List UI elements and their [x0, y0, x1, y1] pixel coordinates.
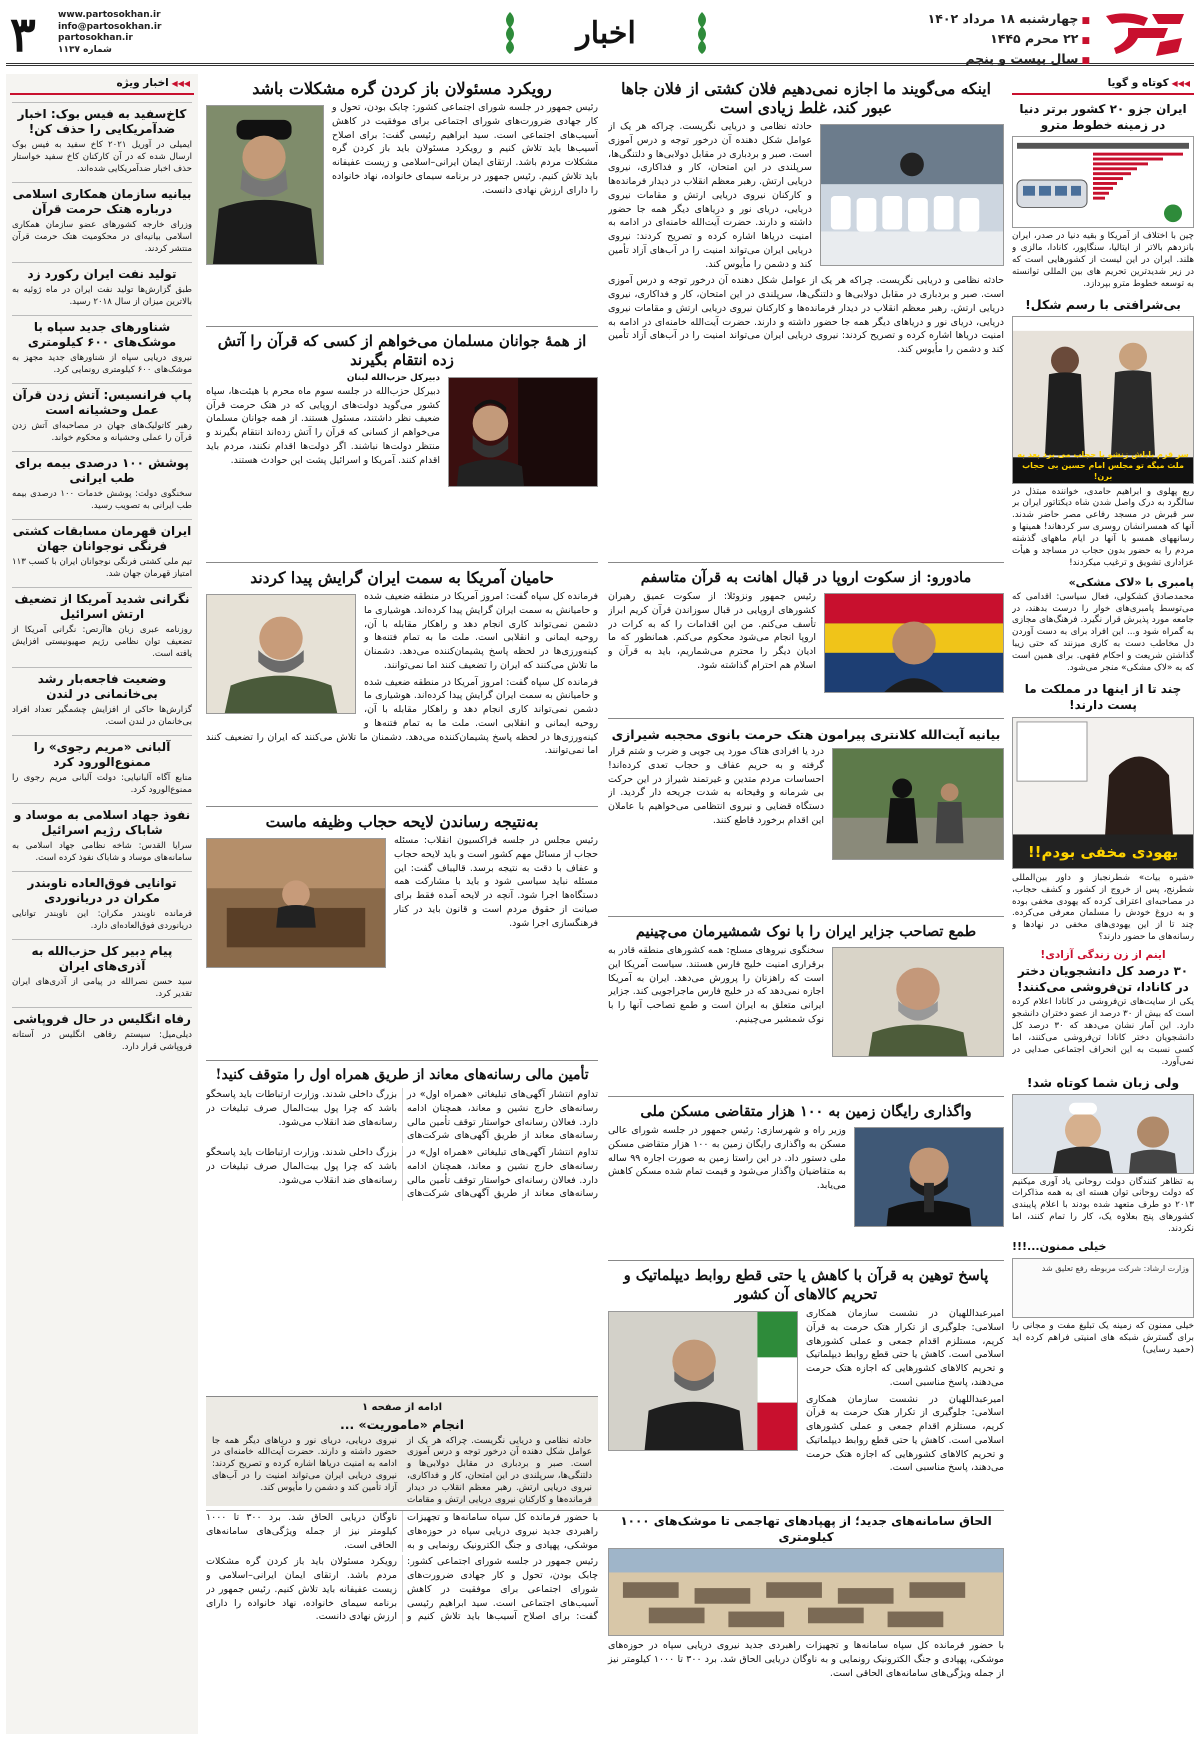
leader-body: حادثه نظامی و دریایی نگریست. چراکه هر یک از عوامل شکل دهنده آن درخور توجه و درس آموزی است. صبر و بردباری در مقابل دولابی‌ها و دلتنگی‌ها، سرپلندی در این امتحان، کار و فداکاری، نیروی دریایی ارتش. رهبر معظم انقلاب در دیدار فرمانده‌ها و کارکنان نیروی دریایی ارتش و مقامات نیروی دریایی، دریای نور و دریاهای دیگر همه جا حضور داشته و دارند. حضرت آیت‌الله خامنه‌ای در ادامه به امنیت دریاها اشاره کرده و تصریح کردند: نیروی دریایی ایران می‌تواند امنیت را در آب‌های آزاد تأمین کند و دشمن را مأیوس کند.: [608, 121, 812, 270]
nasrallah-photo: [448, 377, 598, 487]
shekarchi-body: سخنگوی نیروهای مسلح: همه کشورهای منطقه قادر به برقراری امنیت خلیج فارس هستند. سیاست آمریکا این است که راهزنان را پرورش می‌دهد. ایران به آمریکا اجازه نمی‌دهد که در خلیج فارس ماجراجویی کند. جزایر ایرانی متعلق به ایران است و طمع تصاحب آنها را با نوک شمشیر می‌چینیم.: [608, 945, 824, 1025]
main-area: [206, 74, 1004, 1734]
story-amirabdollahian: [608, 1260, 1004, 1506]
left-brief-title[interactable]: توانایی فوق‌العاده ناوبندر مکران در دریانوردی: [12, 871, 192, 906]
left-column-tag: ◀◀◀ اخبار ویژه: [10, 74, 194, 95]
left-brief-title[interactable]: ایران قهرمان مسابقات کشتی فرنگی نوجوانان جهان: [12, 519, 192, 554]
site-link[interactable]: www.partosokhan.ir: [58, 10, 161, 20]
left-brief-body: فرمانده ناوبندر مکران: این ناوبندر توانایی دریانوردی فوق‌العاده‌ای دارد.: [12, 909, 192, 932]
left-brief-body: طبق گزارش‌ها تولید نفت ایران در ماه ژوئیه به بالاترین میزان از سال ۲۰۱۸ رسید.: [12, 285, 192, 308]
story-hijab-law: [206, 806, 598, 1056]
missiles-body-2: با حضور فرمانده کل سپاه سامانه‌ها و تجهیزات راهبردی جدید نیروی دریایی سپاه در حوزه‌های موشکی، پهپادی و جنگ الکترونیک رونمایی و به ناوگان دریایی الحاق شد. برد ۳۰۰ تا ۱۰۰۰ کیلومتر نیز از جمله ویژگی‌های سامانه‌های الحاقی است.: [206, 1512, 598, 1551]
jew-photo-caption: یهودی مخفی بودم!!: [1027, 843, 1179, 862]
left-brief-title[interactable]: نگرانی شدید آمریکا از تضعیف ارتش اسرائیل: [12, 587, 192, 622]
hijab-photo-caption: سر قرم باباش زنشو با حجاب می برد بعد به ملت میگه تو مجلس امام حسین بی حجاب برن!: [1017, 449, 1189, 481]
hijab-title: بی‌شرافتی با رسم شکل!: [1025, 296, 1181, 312]
left-brief-body: گزارش‌ها حاکی از افزایش چشمگیر تعداد افراد بی‌خانمان در لندن است.: [12, 705, 192, 728]
missiles-body-3: رئیس جمهور در جلسه شورای اجتماعی کشور: چابک بودن، تحول و کار جهادی ضرورت‌های شورای اجتماعی برای موفقیت در کاهش آسیب‌های اجتماعی است. سید ابراهیم رئیسی گفت: برای اصلاح آسیب‌ها باید تلاش کنیم و رویکرد مسئولان باید باز کردن گره مشکلات مردم باشد. ارتقای ایمان ایرانی–اسلامی و زیست عفیفانه باید تلاش کنیم. رئیس جمهور در برنامه سیمای خانواده، نهاد خانواده را دارای ارزش نهادی دانست.: [206, 1556, 598, 1623]
leader-photo: [820, 124, 1004, 266]
left-brief-body: سرایا القدس: شاخه نظامی جهاد اسلامی به سامانه‌های موساد و شاباک نفوذ کرده است.: [12, 841, 192, 864]
raisi-photo: [206, 105, 324, 265]
left-brief-title[interactable]: نفوذ جهاد اسلامی به موساد و شاباک رژیم اسرائیل: [12, 803, 192, 838]
metro-body: چین با اختلاف از آمریکا و بقیه دنیا در صدر، ایران بانزدهم بالاتر از ایتالیا، سنگاپور، کانادا، مالزی و هلند. ایران در این لیست از کشورهایی است که در زیر شدیدترین تحریم های بین المللی توانسته به توسعه خطوط مترو بپردازد.: [1012, 231, 1194, 289]
metro-chart-image: [1012, 136, 1194, 228]
missiles-photo: [608, 1548, 1004, 1636]
ghalibaf-photo: [206, 838, 386, 968]
left-brief-title[interactable]: بیانیه سازمان همکاری اسلامی درباره هتک حرمت قرآن: [12, 182, 192, 217]
left-brief-title[interactable]: کاخ‌سفید به فیس بوک: اخبار ضدآمریکایی را حذف کن!: [12, 102, 192, 137]
issue-number: شماره ۱۱۳۷: [58, 44, 112, 55]
lock-question: چند تا از اینها در مملکت ما پست دارند!: [1024, 681, 1182, 712]
salami-body-2: فرمانده کل سپاه گفت: امروز آمریکا در منطقه ضعیف شده و حامیانش به سمت ایران گرایش پیدا کرده‌اند. هوشیاری ما دشمن نمی‌تواند کاری انجام دهد و راهکار مقابله با آن، روحیه ایمانی و انقلابی است. ملت ما به تمام فتنه‌ها و کینه‌ورزی‌ها در لحظه پاسخ پشیمان‌کننده می‌دهد. دشمنان ما تلاش می‌کنند که ایران را تضعیف کنند اما نمی‌توانند.: [206, 676, 598, 757]
bazrpash-photo: [854, 1127, 1004, 1227]
story-shiraz: [608, 718, 1004, 912]
right-column: [1012, 74, 1194, 1734]
ad-notice-image: [1012, 1258, 1194, 1318]
amirabdollahian-body-2: امیرعبداللهیان در نشست سازمان همکاری اسلامی: جلوگیری از تکرار هتک حرمت به قرآن کریم، مستلزم اقدام جمعی و عملی کشورهای اسلامی است. کاهش یا حتی قطع روابط دیپلماتیک و تحریم کالاهای کشورهایی که اجازه هتک حرمت می‌دهند، پاسخ مناسبی است.: [806, 1393, 1004, 1474]
story-maduro: [608, 562, 1004, 714]
shiraz-body: درد یا افرادی هتاک مورد پی جویی و ضرب و شتم قرار گرفته و به حریم عفاف و حجاب تعدی کرده‌اند! احساسات مردم متدین و غیرتمند شیراز در این حرکت بی شرمانه و وقیحانه به شدت جریحه دار گردید. از دستگاه قضایی و نیروی انتظامی می‌خواهیم با عاملان این اقدام برخورد قاطع کنند.: [608, 746, 824, 826]
left-brief-body: دیلی‌میل: سیستم رفاهی انگلیس در آستانه فروپاشی قرار دارد.: [12, 1030, 192, 1053]
story-salami: [206, 562, 598, 802]
social-handle: partosokhan.ir: [58, 33, 133, 43]
raisi-title[interactable]: رویکرد مسئولان باز کردن گره مشکلات باشد: [252, 79, 552, 98]
story-leader: [608, 74, 1004, 558]
story-missiles: [206, 1510, 1004, 1734]
media-kicker-2[interactable]: انجام «ماموریت» ...: [339, 1416, 465, 1432]
hijab-photo: [1012, 316, 1194, 484]
nasrallah-body: دبیرکل حزب‌الله در جلسه سوم ماه محرم با هیئت‌ها، سپاه کشور می‌گوید دولت‌های اروپایی که در هتک حرمت قرآن ضعیف نظر داشتند، مسئول هستند. از همه جوانان مسلمان می‌خواهم از کسانی که قرآن را آتش زده‌اند انتقام بگیرند و منتظر دولت‌ها نباشند. اگر دولت‌ها اقدام نکنند، مردم باید اقدام کنند. آمریکا و اسرائیل پشت این حوادث هستند.: [206, 385, 440, 466]
left-brief-title[interactable]: پوشش ۱۰۰ درصدی بیمه برای طب ایرانی: [12, 451, 192, 486]
salami-body: فرمانده کل سپاه گفت: امروز آمریکا در منطقه ضعیف شده و حامیانش به سمت ایران گرایش پیدا کرده‌اند. هوشیاری ما دشمن نمی‌تواند کاری انجام دهد و راهکار مقابله با آن، روحیه ایمانی و انقلابی است. ملت ما به تمام فتنه‌ها و کینه‌ورزی‌ها در لحظه پاسخ پشیمان‌کننده می‌دهد. دشمنان ما تلاش می‌کنند که ایران را تضعیف کنند اما نمی‌توانند.: [364, 591, 598, 671]
left-brief-body: تیم ملی کشتی فرنگی نوجوانان ایران با کسب ۱۱۳ امتیاز قهرمان جهان شد.: [12, 557, 192, 580]
left-column: [6, 74, 198, 1734]
ornament-icon: [690, 10, 714, 56]
left-brief-body: ایمیلی در آوریل ۲۰۲۱ کاخ سفید به فیس بوک ارسال شده که در آن کارکنان کاخ سفید خواستار حذف اخبار ضدآمریکایی شده‌اند.: [12, 140, 193, 175]
left-brief-body: وزرای خارجه کشورهای عضو سازمان همکاری اسلامی بیانیه‌ای در محکومیت هتک حرمت قرآن منتشر کردند.: [12, 220, 192, 255]
rouhani-photo: [1012, 1094, 1194, 1174]
page-number: ۳: [10, 7, 36, 63]
shekarchi-photo: [832, 947, 1004, 1057]
column-tag: ◀◀◀ کوتاه و گویا: [1012, 74, 1194, 95]
contact-info: [58, 10, 178, 56]
date-hijri: ■ ۲۲ محرم ۱۴۴۵: [860, 30, 1090, 50]
kicker-body: حادثه نظامی و دریایی نگریست. چراکه هر یک از عوامل شکل دهنده آن درخور توجه و درس آموزی است. صبر و بردباری در مقابل دولابی‌ها و دلتنگی‌ها، سرپلندی در این امتحان، کار و فداکاری، نیروی دریایی ارتش. رهبر معظم انقلاب در دیدار فرمانده‌ها و کارکنان نیروی دریایی ارتش و مقامات نیروی دریایی، دریای نور و دریاهای دیگر همه جا حضور داشته و دارند. حضرت آیت‌الله خامنه‌ای در ادامه به امنیت دریاها اشاره کرده و تصریح کردند: نیروی دریایی ایران می‌تواند امنیت را در آب‌های آزاد تأمین کند و دشمن را مأیوس کند.: [212, 1435, 592, 1505]
amirabdollahian-title[interactable]: پاسخ توهین به قرآن با کاهش یا حتی قطع روابط دیپلماتیک و تحریم کالاهای آن کشور: [623, 1267, 989, 1303]
rouhani-title: ولی زبان شما کوتاه شد!: [1026, 1074, 1180, 1090]
date-shamsi: ■ چهارشنبه ۱۸ مرداد ۱۴۰۲: [860, 10, 1090, 30]
media-kicker: ادامه از صفحه ۱: [361, 1402, 443, 1413]
left-brief-body: نیروی دریایی سپاه از شناورهای جدید مجهز به موشک‌های ۶۰۰ کیلومتری رونمایی کرد.: [12, 353, 192, 376]
bazrpash-title[interactable]: واگذاری رایگان زمین به ۱۰۰ هزار متقاضی مسکن ملی: [640, 1103, 972, 1120]
email-link[interactable]: info@partosokhan.ir: [58, 21, 162, 32]
hijab-body: ربع پهلوی و ابراهیم حامدی، خواننده مبتذل در سالگرد به درک واصل شدن شاه دیکتاتور ایران بر سر قبرش در مسجد رفاعی مصر حاضر شدند. آنها که همسرانشان روسری سر کردهاند! همینها و رسانههای همسو با آنها در ایام ماههای گذشته مردم را به حضور بدون حجاب در مساجد و هیأت عزاداری تشویق و ترغیب میکردند!: [1012, 486, 1194, 568]
shiraz-photo: [832, 748, 1004, 860]
jew-photo: [1012, 717, 1194, 869]
maduro-title[interactable]: مادورو: از سکوت اروپا در قبال اهانت به قرآن متاسفم: [640, 569, 972, 586]
amirabdollahian-photo: [608, 1311, 798, 1451]
jew-body: «شیره بیات» شطرنجباز و داور بین‌المللی شطرنج، پس از خروج از کشور و کشف حجاب، در مصاحبه‌ای اعتراف کرده که یهودی مخفی بوده و به دروغ خودش را مسلمان معرفی می‌کرده. چند تا از این یهودی‌های مخفی در نهادها و رسانه‌های ما حضور دارند؟: [1012, 872, 1194, 943]
left-brief-title[interactable]: پاپ فرانسیس: آتش زدن قرآن عمل وحشیانه است: [12, 383, 192, 418]
metro-title: ایران جزو ۲۰ کشور برتر دنیا در زمینه خطوط مترو: [1019, 102, 1187, 133]
missiles-body: با حضور فرمانده کل سپاه سامانه‌ها و تجهیزات راهبردی جدید نیروی دریایی سپاه در حوزه‌های موشکی، پهپادی و جنگ الکترونیک رونمایی و به ناوگان دریایی الحاق شد. برد ۳۰۰ تا ۱۰۰۰ کیلومتر نیز از جمله ویژگی‌های سامانه‌های الحاقی است.: [608, 1640, 1004, 1679]
shiraz-title[interactable]: بیانیه آیت‌الله کلانتری پیرامون هتک حرمت بانوی محجبه شیرازی: [611, 727, 1001, 742]
story-bazrpash: [608, 1096, 1004, 1256]
hijab-law-title[interactable]: به‌نتیجه رساندن لایحه حجاب وظیفه ماست: [265, 812, 539, 831]
media-body-2: تداوم انتشار آگهی‌های تبلیغاتی «همراه اول» در رسانه‌های خارج نشین و معاند، همچنان ادامه دارد. فعالان رسانه‌ای خواستار توقف تأمین مالی رسانه‌های معاند از طریق آگهی‌های شرکت‌های بزرگ داخلی شدند. وزارت ارتباطات باید پاسخگو باشد که چرا پول بیت‌المال صرف تبلیغات در رسانه‌های ضد انقلاب می‌شود.: [206, 1147, 598, 1200]
lock-title: پامبری با «لاک مشکی»: [1068, 575, 1194, 589]
year-label: ■ سال بیست و پنجم: [860, 50, 1090, 70]
left-brief-title[interactable]: رفاه انگلیس در حال فروپاشی: [12, 1007, 192, 1027]
nasrallah-title[interactable]: از همهٔ جوانان مسلمان می‌خواهم از کسی که قرآن را آتش زده انتقام بگیرند: [217, 332, 587, 369]
raisi-body: رئیس جمهور در جلسه شورای اجتماعی کشور: چابک بودن، تحول و کار جهادی ضرورت‌های شورای اجتماعی برای موفقیت در کاهش آسیب‌های اجتماعی است. سید ابراهیم رئیسی گفت: برای اصلاح آسیب‌ها باید تلاش کنیم و رویکرد مسئولان باید باز کردن گره مشکلات مردم باشد. ارتقای ایمان ایرانی–اسلامی و زیست عفیفانه باید تلاش کنیم. رئیس جمهور در برنامه سیمای خانواده، نهاد خانواده را دارای ارزش نهادی دانست.: [332, 102, 598, 196]
story-nasrallah: [206, 326, 598, 558]
missiles-title[interactable]: الحاق سامانه‌های جدید؛ از پهپادهای تهاجمی تا موشک‌های ۱۰۰۰ کیلومتری: [620, 1514, 992, 1544]
salami-title[interactable]: حامیان آمریکا به سمت ایران گرایش پیدا کردند: [250, 568, 554, 587]
students-title: ۳۰ درصد کل دانشجویان دختر در کانادا، تن‌فروشی می‌کنند!: [1017, 964, 1189, 995]
nasrallah-caption: دبیرکل حزب‌الله لبنان: [346, 373, 440, 383]
rouhani-kicker: خیلی ممنون...!!!: [1012, 1239, 1107, 1253]
students-body: یکی از سایت‌های تن‌فروشی در کانادا اعلام کرده است که بیش از ۳۰ درصد از عضو دختران دانشجو دارد. این آمار نشان می‌دهد که ۳۰ درصد کل دانشجویان دختر کانادا تن‌فروشی می‌کنند، اما کسی نسبت به این انحراف اجتماعی صدایی در نمی‌آورد.: [1012, 997, 1194, 1067]
bazrpash-body: وزیر راه و شهرسازی: رئیس جمهور در جلسه شورای عالی مسکن به واگذاری رایگان زمین به ۱۰۰ هزار متقاضی مسکن ملی دستور داد. در این راستا زمین به صورت اجاره ۹۹ ساله به متقاضیان واگذار می‌شود و قیمت تمام شده مسکن کاهش می‌یابد.: [608, 1125, 846, 1192]
salami-photo: [206, 594, 356, 714]
masthead: [6, 6, 1194, 66]
left-brief-title[interactable]: وضعیت فاجعه‌بار رشد بی‌خانمانی در لندن: [12, 667, 192, 702]
logo: [1098, 8, 1190, 62]
hijab-law-body: رئیس مجلس در جلسه فراکسیون انقلاب: مسئله حجاب از مسائل مهم کشور است و باید لایحه حجاب و عفاف با دقت به نتیجه برسد. قالیباف گفت: این مسئله نباید سیاسی شود و باید با مشارکت همه دستگاه‌ها اجرا شود. آنچه در لایحه آمده فقط برای صیانت از حقوق مردم است و قانون باید در کنار فرهنگسازی اجرا شود.: [394, 835, 598, 929]
leader-title[interactable]: اینکه می‌گویند ما اجازه نمی‌دهیم فلان کشتی از فلان جاها عبور کند، غلط زیادی است: [621, 79, 991, 117]
left-brief-body: سید حسن نصرالله در پیامی از آذری‌های ایران تقدیر کرد.: [12, 977, 192, 1000]
ad-notice-text: وزارت ارشاد: شرکت مربوطه رفع تعلیق شد: [1041, 1263, 1189, 1273]
rouhani-body: به تظاهر کنندگان دولت روحانی یاد آوری میکنیم که دولت روحانی توان هسته ای به همه مذاکرات ۲۰۱۳ دو طرف متعهد شده بودند با اعلام پایبندی کشورهای پنج بعلاوه یک، کار را تمام کنند، اما نکردند.: [1012, 1176, 1194, 1235]
section-title: اخبار: [576, 16, 636, 51]
students-kicker: اینم از زن زندگی آزادی!: [1040, 949, 1166, 962]
maduro-photo: [824, 593, 1004, 693]
bottom-note: خیلی ممنون که زمینه یک تبلیغ مفت و مجانی را برای گسترش شبکه های امنیتی فراهم کرده اید (حمید رسایی): [1012, 1320, 1194, 1355]
maduro-body: رئیس جمهور ونزوئلا: از سکوت عمیق رهبران کشورهای اروپایی در قبال سوزاندن قرآن کریم ابراز تأسف می‌کنم. من این اقدامات را که به کرات در اروپا انجام می‌شود محکوم می‌کنم. همانطور که ما ادیان دیگر را محترم می‌شماریم، باید به قرآن و اسلام هم احترام گذاشته شود.: [608, 591, 816, 671]
amirabdollahian-body: امیرعبداللهیان در نشست سازمان همکاری اسلامی: جلوگیری از تکرار هتک حرمت به قرآن کریم، مستلزم اقدام جمعی و عملی کشورهای اسلامی است. کاهش یا حتی قطع روابط دیپلماتیک و تحریم کالاهای کشورهایی که اجازه هتک حرمت می‌دهند، پاسخ مناسبی است.: [806, 1308, 1004, 1388]
date-block: [860, 10, 1090, 70]
media-title[interactable]: تأمین مالی رسانه‌های معاند از طریق همراه اول را متوقف کنید!: [215, 1067, 589, 1083]
left-brief-title[interactable]: آلبانی «مریم رجوی» را ممنوع‌الورود کرد: [12, 735, 192, 770]
left-brief-list: [6, 102, 198, 1053]
left-brief-body: روزنامه عبری زبان هاآرتص: نگرانی آمریکا از تضعیف توان نظامی رژیم صهیونیستی افزایش یافته است.: [12, 625, 192, 660]
media-body: تداوم انتشار آگهی‌های تبلیغاتی «همراه اول» در رسانه‌های خارج نشین و معاند، همچنان ادامه دارد. فعالان رسانه‌ای خواستار توقف تأمین مالی رسانه‌های معاند از طریق آگهی‌های شرکت‌های بزرگ داخلی شدند. وزارت ارتباطات باید پاسخگو باشد که چرا پول بیت‌المال صرف تبلیغات در رسانه‌های ضد انقلاب می‌شود.: [206, 1089, 598, 1142]
left-brief-body: منابع آگاه آلبانیایی: دولت آلبانی مریم رجوی را ممنوع‌الورود کرد.: [12, 773, 192, 796]
shekarchi-title[interactable]: طمع تصاحب جزایر ایران را با نوک شمشیرمان می‌چینیم: [635, 923, 977, 940]
left-brief-title[interactable]: شناورهای جدید سپاه با موشک‌های ۶۰۰ کیلومتری: [12, 315, 192, 350]
story-kicker: [206, 1396, 598, 1506]
left-brief-title[interactable]: تولید نفت ایران رکورد زد: [12, 262, 192, 282]
story-shekarchi: [608, 916, 1004, 1092]
leader-body-2: حادثه نظامی و دریایی نگریست. چراکه هر یک از عوامل شکل دهنده آن درخور توجه و درس آموزی است. صبر و بردباری در مقابل دولابی‌ها و دلتنگی‌ها، سرپلندی در این امتحان، کار و فداکاری، نیروی دریایی ارتش. رهبر معظم انقلاب در دیدار فرمانده‌ها و کارکنان نیروی دریایی ارتش و مقامات نیروی دریایی، دریای نور و دریاهای دیگر همه جا حضور داشته و دارند. حضرت آیت‌الله خامنه‌ای در ادامه به امنیت دریاها اشاره کرده و تصریح کردند: نیروی دریایی ایران می‌تواند امنیت را در آب‌های آزاد تأمین کند و دشمن را مأیوس کند.: [608, 275, 1004, 356]
left-brief-body: سخنگوی دولت: پوشش خدمات ۱۰۰ درصدی بیمه طب ایرانی به تصویب رسید.: [12, 489, 192, 512]
lock-body: محمدصادق کشکولی، فعال سیاسی: اقدامی که می‌توسط پامبری‌های خوار را درست بدهند، در جامعه مورد پذیرش قرار نگیرد. فرهنگ‌های مجازی به گمراه شود و... این افراد برای به دست آوردن دل مخاطب دست به کاری میزنند که حتی زیبا گذاشتن شریعت و احکام فقهی. برای همین است که به «لاک مشکی» منجر می‌شود.: [1012, 591, 1194, 673]
story-raisi: [206, 74, 598, 324]
left-brief-body: رهبر کاتولیک‌های جهان در مصاحبه‌ای آتش زدن قرآن را عملی وحشیانه و محکوم خواند.: [12, 421, 192, 444]
left-brief-title[interactable]: پیام دبیر کل حزب‌الله به آذری‌های ایران: [12, 939, 192, 974]
story-media: [206, 1060, 598, 1392]
